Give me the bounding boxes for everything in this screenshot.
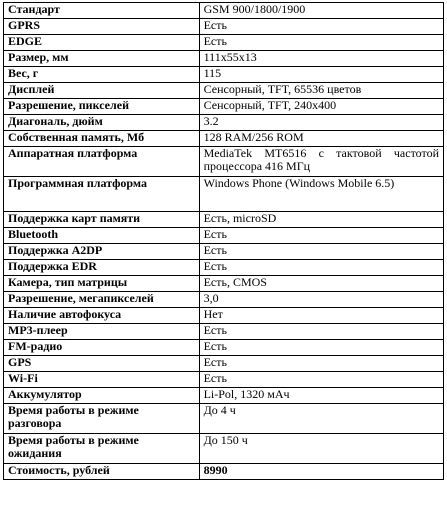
- row-value: Есть: [199, 340, 443, 356]
- table-row: [4, 388, 444, 404]
- row-value: 128 RAM/256 ROM: [199, 131, 443, 147]
- table-row: [4, 131, 444, 147]
- table-row: [4, 276, 444, 292]
- row-value: Есть, microSD: [199, 212, 443, 228]
- table-row: [4, 260, 444, 276]
- row-label: Диагональ, дюйм: [4, 115, 200, 131]
- table-row: [4, 308, 444, 324]
- row-label: Аппаратная платформа: [4, 147, 200, 177]
- row-label: Камера, тип матрицы: [4, 276, 200, 292]
- table-row: [4, 99, 444, 115]
- row-label: Поддержка EDR: [4, 260, 200, 276]
- row-label: Поддержка карт памяти: [4, 212, 200, 228]
- row-label: Собственная память, Мб: [4, 131, 200, 147]
- row-label: Время работы в режиме разговора: [4, 404, 200, 434]
- row-value: Есть: [199, 35, 443, 51]
- table-row: [4, 340, 444, 356]
- row-value: MediaTek MT6516 с тактовой частотой процессора 416 МГц: [199, 147, 443, 177]
- row-value: Сенсорный, TFT, 65536 цветов: [199, 83, 443, 99]
- row-value: Есть: [199, 244, 443, 260]
- row-value: 3,0: [199, 292, 443, 308]
- table-row: [4, 404, 444, 434]
- row-label: MP3-плеер: [4, 324, 200, 340]
- row-label: Разрешение, пикселей: [4, 99, 200, 115]
- row-label: Наличие автофокуса: [4, 308, 200, 324]
- table-row: [4, 434, 444, 464]
- table-row: [4, 212, 444, 228]
- table-row: [4, 35, 444, 51]
- row-value: 111x55x13: [199, 51, 443, 67]
- row-value: Нет: [199, 308, 443, 324]
- row-value: Есть: [199, 260, 443, 276]
- row-label: Аккумулятор: [4, 388, 200, 404]
- row-value: Windows Phone (Windows Mobile 6.5): [199, 177, 443, 212]
- row-label: Wi-Fi: [4, 372, 200, 388]
- row-label: Поддержка A2DP: [4, 244, 200, 260]
- row-label: Bluetooth: [4, 228, 200, 244]
- table-row: [4, 3, 444, 19]
- table-row: [4, 83, 444, 99]
- row-value: Есть: [199, 324, 443, 340]
- table-row: [4, 115, 444, 131]
- row-value: До 150 ч: [199, 434, 443, 464]
- row-value: Есть: [199, 19, 443, 35]
- table-row: [4, 51, 444, 67]
- row-value: GSM 900/1800/1900: [199, 3, 443, 19]
- row-value: Есть: [199, 372, 443, 388]
- row-label: GPS: [4, 356, 200, 372]
- row-value: Есть: [199, 228, 443, 244]
- table-row: [4, 67, 444, 83]
- row-value: 8990: [199, 464, 443, 480]
- row-label: FM-радио: [4, 340, 200, 356]
- row-value: Сенсорный, TFT, 240x400: [199, 99, 443, 115]
- table-row: [4, 19, 444, 35]
- table-row: [4, 292, 444, 308]
- row-label: Разрешение, мегапикселей: [4, 292, 200, 308]
- row-label: Стандарт: [4, 3, 200, 19]
- table-row: [4, 356, 444, 372]
- table-row: [4, 177, 444, 212]
- row-label: Программная платформа: [4, 177, 200, 212]
- spec-table: [3, 2, 444, 480]
- table-row: [4, 464, 444, 480]
- table-row: [4, 228, 444, 244]
- row-label: Вес, г: [4, 67, 200, 83]
- row-value: 115: [199, 67, 443, 83]
- row-value: 3.2: [199, 115, 443, 131]
- table-row: [4, 324, 444, 340]
- row-value: Li-Pol, 1320 мАч: [199, 388, 443, 404]
- row-label: EDGE: [4, 35, 200, 51]
- table-row: [4, 372, 444, 388]
- row-label: GPRS: [4, 19, 200, 35]
- table-row: [4, 244, 444, 260]
- row-label: Стоимость, рублей: [4, 464, 200, 480]
- row-label: Время работы в режиме ожидания: [4, 434, 200, 464]
- row-label: Дисплей: [4, 83, 200, 99]
- row-value: Есть: [199, 356, 443, 372]
- table-row: [4, 147, 444, 177]
- row-label: Размер, мм: [4, 51, 200, 67]
- row-value: Есть, CMOS: [199, 276, 443, 292]
- row-value: До 4 ч: [199, 404, 443, 434]
